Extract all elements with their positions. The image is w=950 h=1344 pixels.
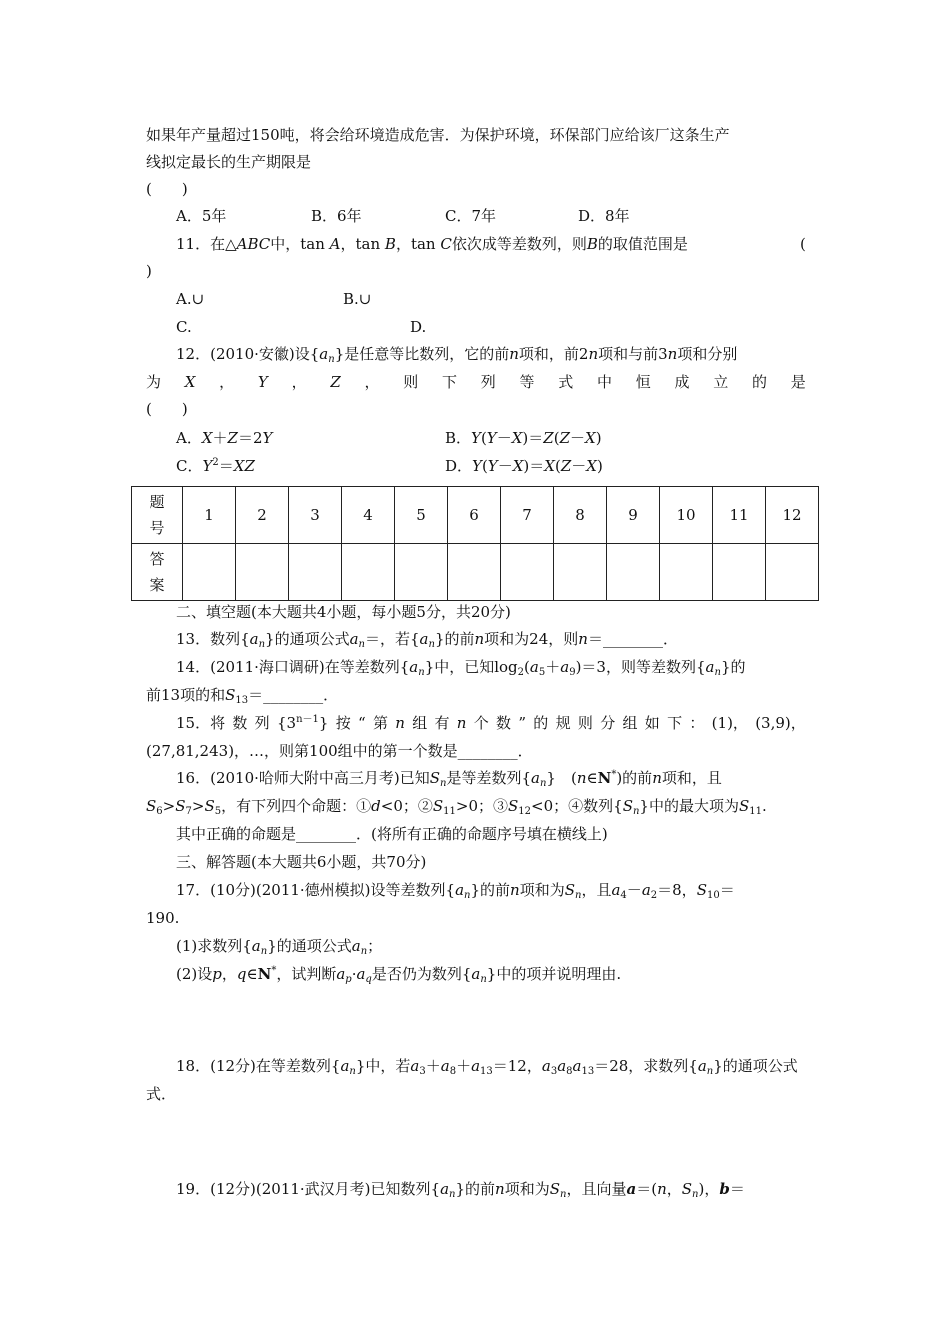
- table-cell-number: 7: [501, 487, 554, 544]
- q17-line2: 190.: [146, 909, 180, 927]
- table-row-answers: [132, 544, 819, 601]
- table-head-answer: 答 案: [132, 544, 183, 601]
- answer-cell-11[interactable]: [713, 544, 766, 601]
- q12-option-b: B．Y(Y－X)＝Z(Z－X): [445, 429, 602, 447]
- q12-paren: ( ): [146, 400, 188, 418]
- q10-option-c: C．7年: [445, 207, 497, 225]
- q11-option-d: D.: [410, 318, 427, 336]
- answer-cell-1[interactable]: [183, 544, 236, 601]
- table-row-numbers: [132, 487, 819, 544]
- table-cell-number: 11: [713, 487, 766, 544]
- q10-option-d: D．8年: [578, 207, 630, 225]
- table-head-number: 题 号: [132, 487, 183, 544]
- q18-line2: 式．: [146, 1085, 177, 1103]
- q11-option-a: A.∪: [176, 290, 205, 308]
- answer-cell-5[interactable]: [395, 544, 448, 601]
- table-cell-number: 9: [607, 487, 660, 544]
- q16-line1: 16．(2010·哈师大附中高三月考)已知$S_n$是等差数列$\{a_n\}$ (n∈N*)的前n项和，且: [176, 769, 722, 789]
- q14-line1: 14．(2011·海口调研)在等差数列$\{a_n\}$中，已知$\log_2(a_5+a_9)=3$，则等差数列$\{a_n\}$的: [176, 658, 746, 678]
- table-cell-number: 2: [236, 487, 289, 544]
- q12-option-a: A．X＋Z＝2Y: [176, 429, 273, 447]
- table-cell-number: 12: [766, 487, 819, 544]
- q11-option-b: B.∪: [343, 290, 372, 308]
- q17-part1: (1)求数列$\{a_n\}$的通项公式$a_n$；: [176, 937, 383, 957]
- q15-line1: 15．将 数 列 $\{3^{n-1}\}$ 按 “ 第 n 组 有 n 个 数 ” 的 规 则 分 组 如 下 ： (1)， (3,9)，: [176, 714, 806, 732]
- q12-option-c: C．$Y^2=XZ$: [176, 457, 255, 475]
- q15-line2: (27,81,243)，…，则第100组中的第一个数是________．: [146, 742, 533, 760]
- table-cell-number: 1: [183, 487, 236, 544]
- q12-stem: 12．(2010·安徽)设$\{a_n\}$是任意等比数列，它的前n项和，前2n项和与前3n项和分别: [176, 345, 738, 365]
- q11-stem: 11．在△ABC中，tan A，tan B，tan C依次成等差数列，则B的取值范围是: [176, 235, 688, 253]
- q17-line1: 17．(10分)(2011·德州模拟)设等差数列$\{a_n\}$的前n项和为$S_n$，且$a_4-a_2=8$，$S_{10}=$: [176, 881, 735, 901]
- table-cell-number: 6: [448, 487, 501, 544]
- q12-stem-line2: 为 X ， Y ， Z ， 则 下 列 等 式 中 恒 成 立 的 是: [146, 373, 806, 391]
- q10-paren: ( ): [146, 180, 188, 198]
- answer-cell-4[interactable]: [342, 544, 395, 601]
- table-cell-number: 5: [395, 487, 448, 544]
- answer-cell-6[interactable]: [448, 544, 501, 601]
- answer-cell-3[interactable]: [289, 544, 342, 601]
- q12-option-d: D．Y(Y－X)＝X(Z－X): [445, 457, 603, 475]
- q11-paren-close: ): [146, 262, 152, 280]
- section-2-heading: 二、填空题(本大题共4小题，每小题5分，共20分): [176, 603, 511, 621]
- answer-cell-12[interactable]: [766, 544, 819, 601]
- q11-option-c: C.: [176, 318, 192, 336]
- table-cell-number: 10: [660, 487, 713, 544]
- q18-line1: 18．(12分)在等差数列$\{a_n\}$中，若$a_3+a_8+a_{13}=12$，$a_3a_8a_{13}=28$，求数列$\{a_n\}$的通项公式: [176, 1057, 798, 1077]
- table-cell-number: 3: [289, 487, 342, 544]
- q16-line3: 其中正确的命题是________．(将所有正确的命题序号填在横线上): [176, 825, 608, 843]
- q19-line1: 19．(12分)(2011·武汉月考)已知数列$\{a_n\}$的前n项和为$S_n$，且向量a＝(n，$S_n$)，b＝: [176, 1180, 745, 1200]
- q10-option-a: A．5年: [176, 207, 227, 225]
- answer-cell-9[interactable]: [607, 544, 660, 601]
- answer-cell-2[interactable]: [236, 544, 289, 601]
- table-cell-number: 4: [342, 487, 395, 544]
- answer-table: [131, 486, 819, 601]
- table-cell-number: 8: [554, 487, 607, 544]
- line-2: 线拟定最长的生产期限是: [146, 153, 312, 171]
- q10-option-b: B．6年: [311, 207, 362, 225]
- line-1: 如果年产量超过150吨，将会给环境造成危害．为保护环境，环保部门应给该厂这条生产: [146, 126, 730, 144]
- q14-line2: 前13项的和$S_{13}=\_\_\_\_\_\_\_\_$．: [146, 686, 339, 706]
- q16-line2: $S_6>S_7>S_5$，有下列四个命题：①d<0；$②S_{11}>0$；$③S_{12}<0$；④数列$\{S_n\}$中的最大项为$S_{11}$.: [146, 797, 767, 817]
- answer-cell-8[interactable]: [554, 544, 607, 601]
- answer-cell-10[interactable]: [660, 544, 713, 601]
- answer-cell-7[interactable]: [501, 544, 554, 601]
- q17-part2: (2)设p，q∈N*，试判断$a_p\cdot a_q$是否仍为数列$\{a_n\}$中的项并说明理由.: [176, 965, 622, 985]
- section-3-heading: 三、解答题(本大题共6小题，共70分): [176, 853, 427, 871]
- q11-paren-open: (: [800, 235, 806, 253]
- q13: 13．数列$\{a_n\}$的通项公式$a_n=$，若$\{a_n\}$的前n项和为24，则n＝________．: [176, 630, 678, 650]
